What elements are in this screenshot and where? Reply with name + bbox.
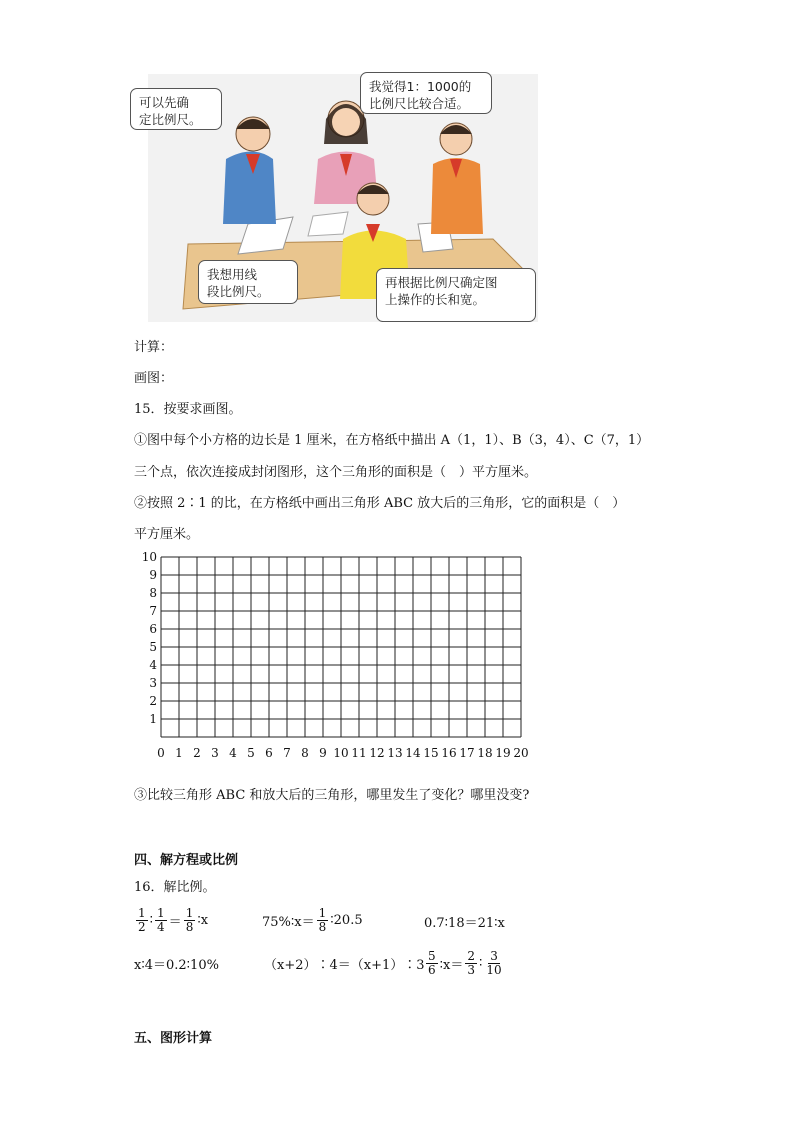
draw-label: 画图： <box>134 371 174 386</box>
grid-paper <box>134 550 534 765</box>
y-tick-label: 8 <box>149 586 157 600</box>
proportion-4: x∶4＝0.2∶10% <box>134 958 219 973</box>
section-4-heading: 四、解方程或比例 <box>134 853 239 868</box>
proportion-3: 0.7∶18＝21∶x <box>424 916 505 931</box>
x-tick-label: 3 <box>211 746 219 760</box>
speech-bubble-scale-1-1000: 我觉得1：1000的 比例尺比较合适。 <box>360 72 492 114</box>
proportion-1: $\frac{1}{2}$ ∶ $\frac{1}{4}$ ＝ $\frac{1}{8}$ ∶x <box>138 906 209 934</box>
fraction-c: $\frac{1}{8}$ <box>185 906 194 934</box>
x-tick-label: 9 <box>319 746 327 760</box>
x-tick-label: 16 <box>441 746 457 760</box>
x-tick-label: 12 <box>369 746 385 760</box>
question-15-title: 15．按要求画图。 <box>134 402 242 417</box>
proportion-5: （x+2）∶4＝（x+1）∶3 <box>264 958 425 973</box>
x-tick-label: 6 <box>265 746 273 760</box>
fraction-a: $\frac{1}{2}$ <box>138 906 146 934</box>
section-5-heading: 五、图形计算 <box>134 1031 213 1046</box>
x-tick-label: 11 <box>351 746 367 760</box>
fraction-five-sixths: $\frac{5}{6}$ <box>428 949 436 977</box>
proportion-2: 75%∶x＝ $\frac{1}{8}$ ∶20.5 <box>262 906 363 934</box>
y-tick-label: 3 <box>149 676 157 690</box>
question-16-title: 16．解比例。 <box>134 880 216 895</box>
x-tick-label: 8 <box>301 746 309 760</box>
x-tick-label: 13 <box>387 746 403 760</box>
y-tick-label: 6 <box>149 622 157 636</box>
x-tick-label: 0 <box>157 746 165 760</box>
coordinate-grid <box>134 550 534 765</box>
fraction-eighth: $\frac{1}{8}$ <box>318 906 327 934</box>
y-tick-label: 9 <box>149 568 157 582</box>
question-15-part1-line2: 三个点，依次连接成封闭图形，这个三角形的面积是（ ）平方厘米。 <box>134 465 538 480</box>
x-tick-label: 15 <box>423 746 439 760</box>
x-tick-label: 17 <box>459 746 475 760</box>
x-tick-label: 2 <box>193 746 201 760</box>
x-tick-label: 1 <box>175 746 183 760</box>
x-tick-label: 4 <box>229 746 237 760</box>
y-tick-label: 4 <box>149 658 157 672</box>
speech-bubble-line-scale: 我想用线 段比例尺。 <box>198 260 298 304</box>
question-15-part3: ③比较三角形 ABC 和放大后的三角形，哪里发生了变化？哪里没变? <box>134 788 530 803</box>
y-tick-label: 5 <box>149 640 157 654</box>
x-tick-label: 20 <box>513 746 529 760</box>
y-tick-label: 7 <box>149 604 157 618</box>
x-tick-label: 7 <box>283 746 291 760</box>
y-tick-label: 10 <box>141 550 157 564</box>
proportion-6: $\frac{5}{6}$ ∶x＝ $\frac{2}{3}$ ∶ $\frac{3}{10}$ <box>428 949 502 977</box>
question-15-part2-line2: 平方厘米。 <box>134 527 200 542</box>
question-15-part1-line1: ①图中每个小方格的边长是 1 厘米，在方格纸中描出 A（1，1）、B（3，4）、C（7，1） <box>134 433 650 448</box>
x-tick-label: 5 <box>247 746 255 760</box>
y-tick-label: 2 <box>149 694 157 708</box>
calc-label: 计算： <box>134 340 174 355</box>
x-tick-label: 18 <box>477 746 493 760</box>
x-tick-label: 10 <box>333 746 349 760</box>
y-tick-label: 1 <box>149 712 157 726</box>
speech-bubble-determine-scale: 可以先确 定比例尺。 <box>130 88 222 130</box>
fraction-b: $\frac{1}{4}$ <box>157 906 165 934</box>
question-15-part2-line1: ②按照 2∶1 的比，在方格纸中画出三角形 ABC 放大后的三角形，它的面积是（ ） <box>134 496 626 511</box>
x-tick-label: 14 <box>405 746 421 760</box>
x-tick-label: 19 <box>495 746 511 760</box>
fraction-two-thirds: $\frac{2}{3}$ <box>467 949 475 977</box>
classroom-illustration <box>139 74 538 322</box>
speech-bubble-length-width: 再根据比例尺确定图 上操作的长和宽。 <box>376 268 536 322</box>
fraction-three-tenths: $\frac{3}{10}$ <box>486 949 502 977</box>
